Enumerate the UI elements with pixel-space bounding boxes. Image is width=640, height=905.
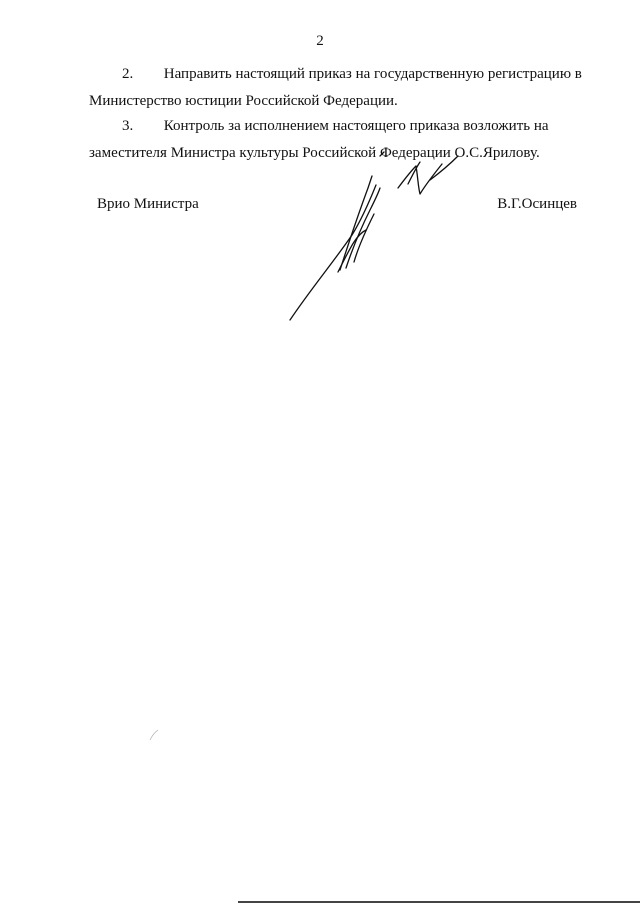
paragraph-text: Контроль за исполнением настоящего приказа возложить на bbox=[163, 118, 549, 134]
signatory-name: В.Г.Осинцев bbox=[497, 196, 577, 212]
page-number: 2 bbox=[316, 33, 324, 49]
paragraph-line bbox=[89, 88, 587, 115]
paragraph-2 bbox=[89, 61, 587, 115]
scan-speck bbox=[148, 728, 160, 742]
handwritten-signature bbox=[280, 150, 470, 330]
paragraph-text: заместителя Министра культуры Российской Федерации О.С.Ярилову. bbox=[89, 145, 540, 161]
signatory-position: Врио Министра bbox=[97, 196, 199, 212]
paragraph-text: Министерство юстиции Российской Федерации. bbox=[89, 93, 398, 109]
paragraph-number: 2. bbox=[122, 66, 134, 82]
paragraph-line bbox=[89, 113, 587, 140]
paragraph-line bbox=[89, 61, 587, 88]
paragraph-text: Направить настоящий приказ на государственную регистрацию в bbox=[163, 66, 582, 82]
paragraph-number: 3. bbox=[122, 118, 134, 134]
bottom-scan-edge bbox=[238, 901, 640, 903]
